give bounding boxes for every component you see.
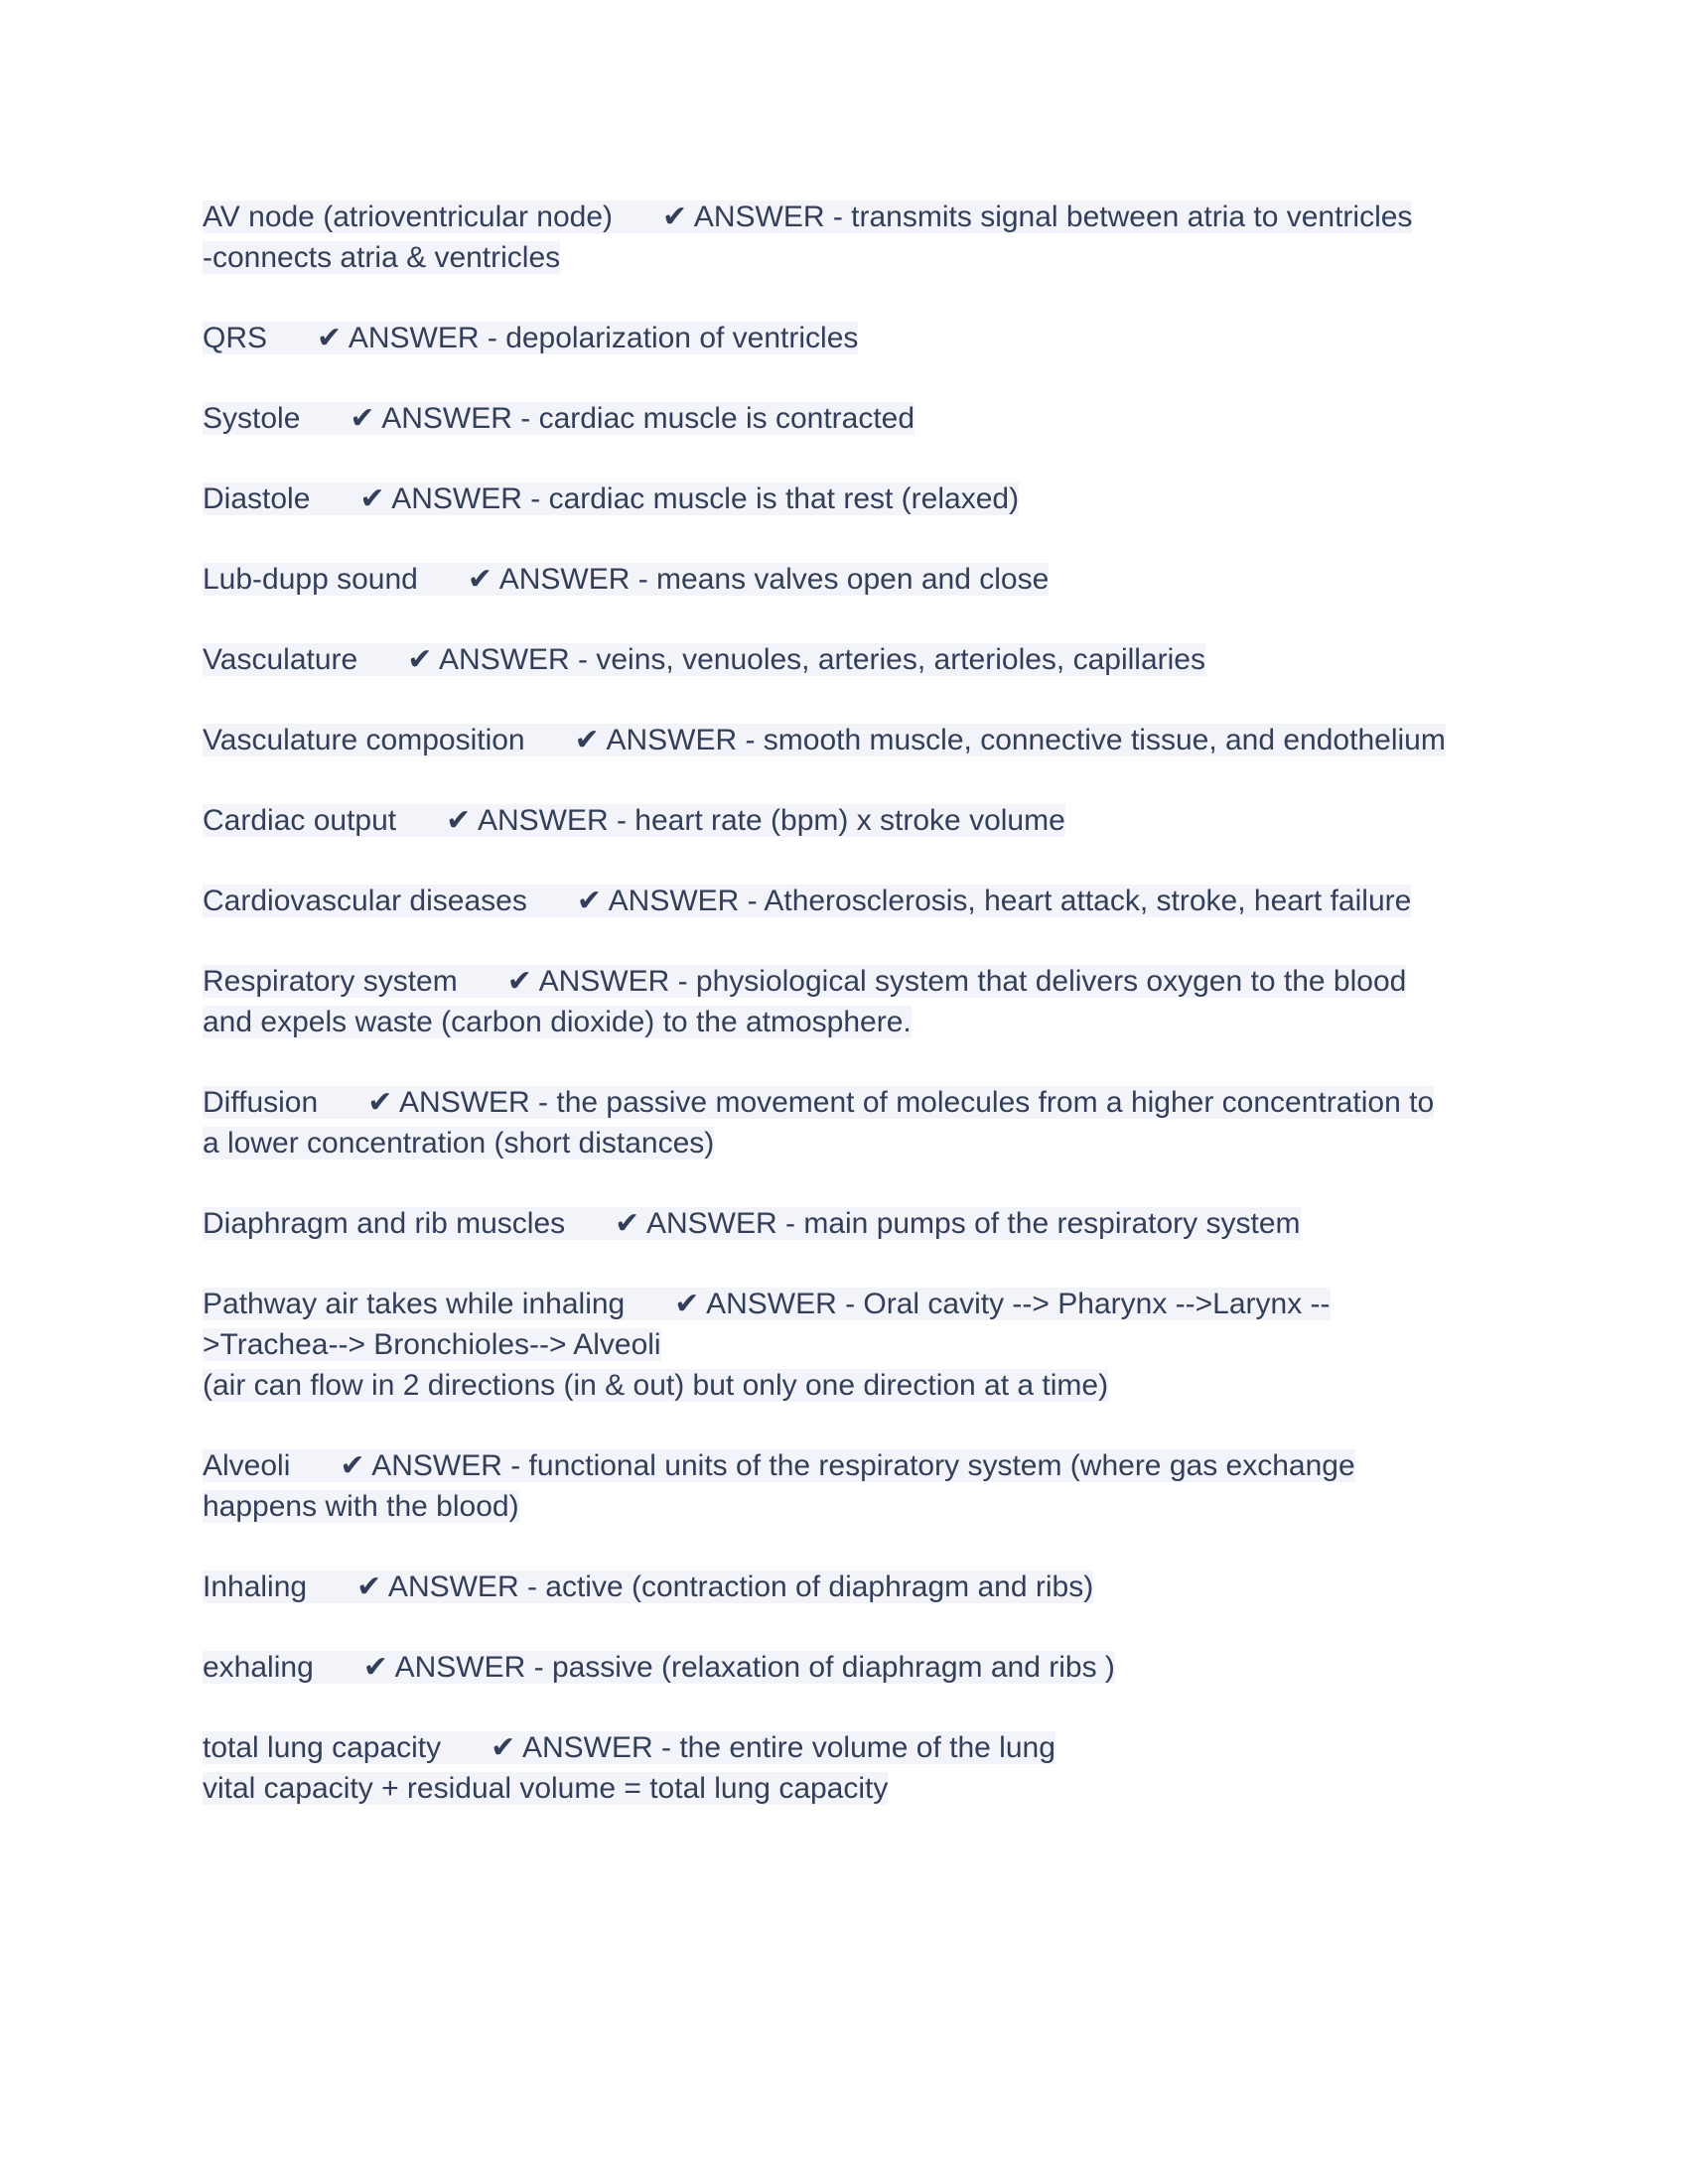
highlighted-text: Diastole ✔ ANSWER - cardiac muscle is that rest (relaxed)	[203, 482, 1020, 515]
flashcard-entry	[203, 720, 1452, 760]
checkmark-icon: ✔	[662, 201, 688, 233]
term-text: exhaling	[203, 1651, 314, 1684]
term-text: Diastole	[203, 482, 311, 515]
flashcard-entry	[203, 1284, 1452, 1406]
answer-text: smooth muscle, connective tissue, and endothelium	[763, 724, 1446, 756]
term-text: Diffusion	[203, 1086, 319, 1119]
highlighted-text: Alveoli ✔ ANSWER - functional units of the respiratory system (where gas exchange happens with the blood)	[203, 1449, 1355, 1523]
highlighted-text: total lung capacity ✔ ANSWER - the entire volume of the lung vital capacity + residual volume = total lung capacity	[203, 1731, 1055, 1805]
term-text: Systole	[203, 402, 301, 435]
term-text: QRS	[203, 322, 268, 354]
flashcard-entry	[203, 398, 1452, 439]
checkmark-icon: ✔	[576, 885, 602, 917]
term-text: Pathway air takes while inhaling	[203, 1288, 626, 1320]
term-text: Inhaling	[203, 1570, 308, 1603]
highlighted-text: Inhaling ✔ ANSWER - active (contraction of diaphragm and ribs)	[203, 1570, 1094, 1603]
checkmark-icon: ✔	[467, 563, 493, 596]
flashcard-entry	[203, 478, 1452, 519]
highlighted-text: exhaling ✔ ANSWER - passive (relaxation of diaphragm and ribs )	[203, 1651, 1115, 1684]
flashcard-entry	[203, 559, 1452, 600]
answer-text: the passive movement of molecules from a higher concentration to a lower concentration (short distances)	[203, 1086, 1435, 1160]
checkmark-icon: ✔	[362, 1651, 388, 1684]
term-text: Cardiac output	[203, 804, 397, 837]
checkmark-icon: ✔	[615, 1207, 640, 1240]
highlighted-text: Cardiovascular diseases ✔ ANSWER - Atherosclerosis, heart attack, stroke, heart failure	[203, 885, 1412, 917]
highlighted-text: Vasculature composition ✔ ANSWER - smooth muscle, connective tissue, and endothelium	[203, 724, 1446, 756]
checkmark-icon: ✔	[367, 1086, 393, 1119]
term-text: Lub-dupp sound	[203, 563, 418, 596]
flashcard-entry	[203, 961, 1452, 1042]
flashcard-entry	[203, 1727, 1452, 1809]
answer-text: means valves open and close	[656, 563, 1050, 596]
checkmark-icon: ✔	[446, 804, 472, 837]
answer-text: depolarization of ventricles	[505, 322, 859, 354]
highlighted-text: Diaphragm and rib muscles ✔ ANSWER - main pumps of the respiratory system	[203, 1207, 1301, 1240]
answer-text: functional units of the respiratory system (where gas exchange happens with the blood)	[203, 1449, 1355, 1523]
answer-text: veins, venuoles, arteries, arterioles, capillaries	[596, 643, 1205, 676]
highlighted-text: Systole ✔ ANSWER - cardiac muscle is contracted	[203, 402, 915, 435]
flashcard-entry	[203, 881, 1452, 921]
highlighted-text: Vasculature ✔ ANSWER - veins, venuoles, arteries, arterioles, capillaries	[203, 643, 1205, 676]
answer-text: cardiac muscle is that rest (relaxed)	[548, 482, 1020, 515]
flashcard-entry	[203, 1203, 1452, 1244]
checkmark-icon: ✔	[574, 724, 600, 756]
highlighted-text: AV node (atrioventricular node) ✔ ANSWER - transmits signal between atria to ventricles -connects atria & ventricles	[203, 201, 1413, 274]
checkmark-icon: ✔	[340, 1449, 365, 1482]
answer-text: the entire volume of the lung vital capacity + residual volume = total lung capacity	[203, 1731, 1055, 1805]
flashcard-list	[203, 197, 1452, 1809]
flashcard-entry	[203, 1082, 1452, 1163]
checkmark-icon: ✔	[407, 643, 433, 676]
term-text: Cardiovascular diseases	[203, 885, 527, 917]
answer-text: passive (relaxation of diaphragm and ribs )	[551, 1651, 1115, 1684]
term-text: AV node (atrioventricular node)	[203, 201, 613, 233]
flashcard-entry	[203, 1567, 1452, 1607]
term-text: Respiratory system	[203, 965, 458, 998]
flashcard-entry	[203, 1647, 1452, 1688]
checkmark-icon: ✔	[356, 1570, 382, 1603]
checkmark-icon: ✔	[506, 965, 532, 998]
highlighted-text: Respiratory system ✔ ANSWER - physiological system that delivers oxygen to the blood and expels waste (carbon dioxide) to the atmosphere.	[203, 965, 1407, 1038]
term-text: total lung capacity	[203, 1731, 442, 1764]
flashcard-entry	[203, 318, 1452, 358]
term-text: Vasculature	[203, 643, 358, 676]
checkmark-icon: ✔	[359, 482, 385, 515]
highlighted-text: Cardiac output ✔ ANSWER - heart rate (bpm) x stroke volume	[203, 804, 1065, 837]
answer-text: Oral cavity --> Pharynx -->Larynx -->Trachea--> Bronchioles--> Alveoli (air can flow in 2 directions (in & out) but only one direction at a time)	[203, 1288, 1331, 1402]
term-text: Vasculature composition	[203, 724, 525, 756]
checkmark-icon: ✔	[350, 402, 375, 435]
flashcard-entry	[203, 800, 1452, 841]
answer-text: Atherosclerosis, heart attack, stroke, heart failure	[764, 885, 1412, 917]
answer-text: transmits signal between atria to ventricles -connects atria & ventricles	[203, 201, 1413, 274]
answer-text: heart rate (bpm) x stroke volume	[634, 804, 1065, 837]
checkmark-icon: ✔	[491, 1731, 516, 1764]
flashcard-entry	[203, 639, 1452, 680]
highlighted-text: Lub-dupp sound ✔ ANSWER - means valves open and close	[203, 563, 1050, 596]
highlighted-text: Pathway air takes while inhaling ✔ ANSWER - Oral cavity --> Pharynx -->Larynx -->Trachea--> Bronchioles--> Alveoli (air can flow in 2 directions (in & out) but only one direction at a time)	[203, 1288, 1331, 1402]
checkmark-icon: ✔	[674, 1288, 700, 1320]
answer-text: active (contraction of diaphragm and ribs)	[545, 1570, 1094, 1603]
answer-text: cardiac muscle is contracted	[538, 402, 915, 435]
checkmark-icon: ✔	[317, 322, 343, 354]
flashcard-entry	[203, 1445, 1452, 1527]
answer-text: physiological system that delivers oxygen to the blood and expels waste (carbon dioxide) to the atmosphere.	[203, 965, 1407, 1038]
answer-text: main pumps of the respiratory system	[803, 1207, 1301, 1240]
flashcard-entry	[203, 197, 1452, 278]
highlighted-text: Diffusion ✔ ANSWER - the passive movement of molecules from a higher concentration to a lower concentration (short distances)	[203, 1086, 1435, 1160]
highlighted-text: QRS ✔ ANSWER - depolarization of ventricles	[203, 322, 859, 354]
term-text: Alveoli	[203, 1449, 291, 1482]
term-text: Diaphragm and rib muscles	[203, 1207, 566, 1240]
